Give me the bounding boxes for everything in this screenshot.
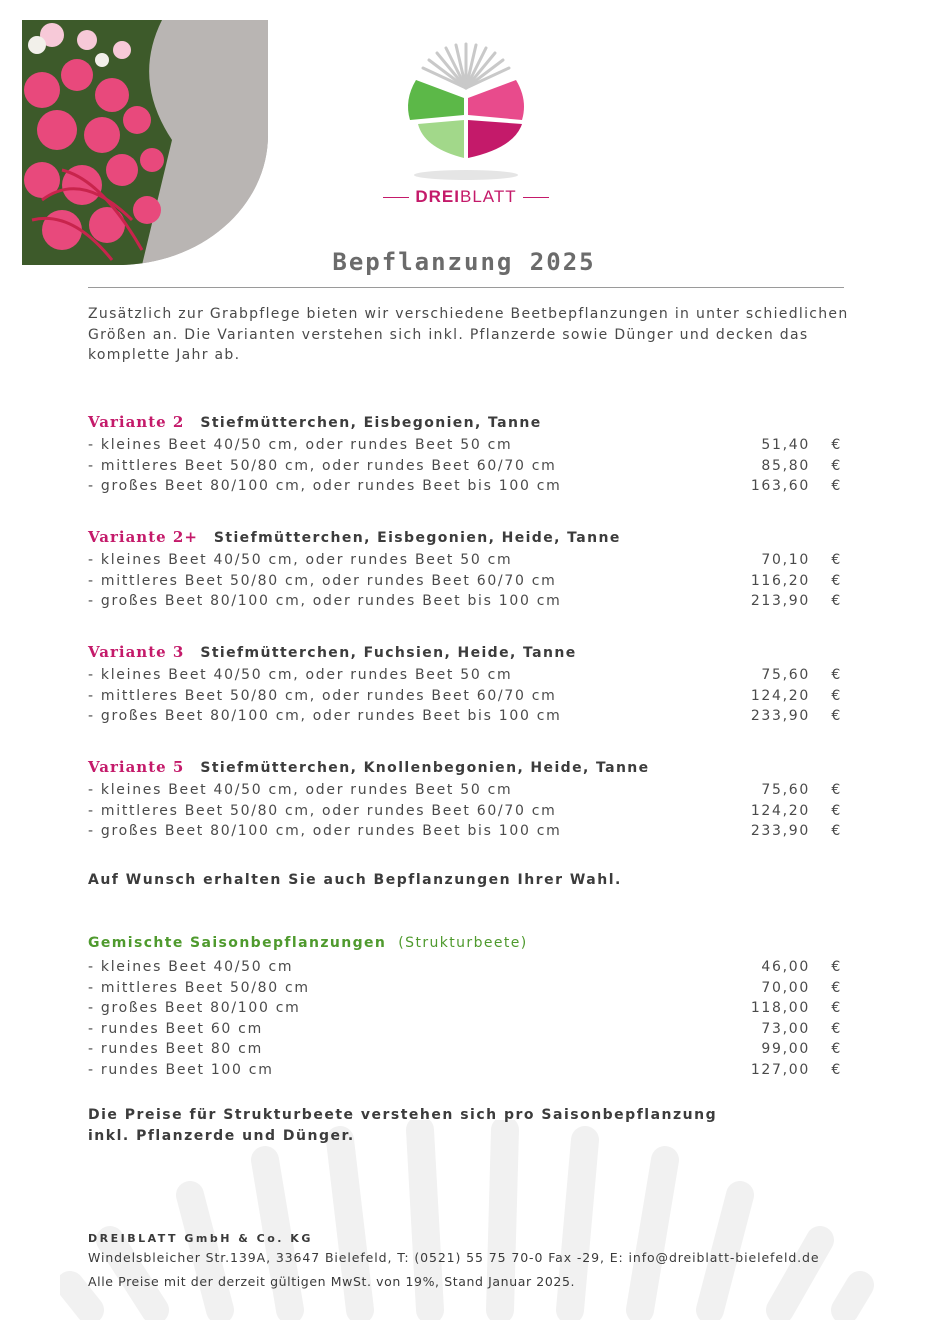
variant-name: Variante 2 [88, 413, 185, 431]
row-price: 46,00 [761, 959, 810, 975]
price-row [88, 1000, 848, 1021]
row-label: - rundes Beet 60 cm [88, 1020, 263, 1037]
variant-plants: Stiefmütterchen, Fuchsien, Heide, Tanne [200, 645, 577, 661]
currency-symbol: € [831, 593, 842, 609]
row-price: 127,00 [750, 1061, 810, 1078]
row-label: - mittleres Beet 50/80 cm, oder rundes Beet 60/70 cm [88, 457, 557, 474]
price-row [88, 959, 848, 980]
variant-plants: Stiefmütterchen, Eisbegonien, Heide, Tanne [213, 530, 621, 546]
price-row [88, 782, 848, 803]
variant-section [88, 758, 848, 844]
price-row [88, 1021, 848, 1042]
currency-symbol: € [831, 437, 842, 453]
variant-section [88, 413, 848, 499]
price-row [88, 1062, 848, 1083]
price-row [88, 478, 848, 499]
row-label: - rundes Beet 100 cm [88, 1061, 274, 1078]
price-row [88, 980, 848, 1001]
currency-symbol: € [831, 708, 842, 724]
brand-wordmark [376, 186, 556, 208]
price-row [88, 1041, 848, 1062]
currency-symbol: € [831, 782, 842, 798]
mixed-section [88, 935, 848, 1082]
row-price: 75,60 [761, 782, 810, 798]
row-label: - kleines Beet 40/50 cm, oder rundes Beet 50 cm [88, 667, 513, 683]
currency-symbol: € [831, 823, 842, 839]
variant-section [88, 528, 848, 614]
row-price: 213,90 [750, 593, 810, 609]
row-label: - mittleres Beet 50/80 cm, oder rundes Beet 60/70 cm [88, 687, 557, 704]
row-price: 75,60 [761, 667, 810, 683]
price-row [88, 667, 848, 688]
row-label: - mittleres Beet 50/80 cm, oder rundes Beet 60/70 cm [88, 802, 557, 819]
page-title: Bepflanzung 2025 [332, 248, 596, 276]
currency-symbol: € [831, 1020, 842, 1037]
row-label: - mittleres Beet 50/80 cm [88, 979, 310, 996]
row-price: 233,90 [750, 708, 810, 724]
row-price: 99,00 [761, 1041, 810, 1057]
row-label: - kleines Beet 40/50 cm, oder rundes Beet 50 cm [88, 552, 513, 568]
row-label: - kleines Beet 40/50 cm, oder rundes Beet 50 cm [88, 782, 513, 798]
brand-part-drei: DREI [415, 187, 460, 206]
mixed-title: Gemischte Saisonbepflanzungen [88, 935, 387, 951]
dreiblatt-logo [376, 40, 556, 210]
variant-name: Variante 5 [88, 758, 185, 776]
currency-symbol: € [831, 572, 842, 589]
brand-part-blatt: BLATT [459, 187, 517, 206]
footer [88, 1232, 868, 1289]
row-price: 116,20 [750, 572, 810, 589]
footer-address: Windelsbleicher Str.139A, 33647 Bielefeld, T: (0521) 55 75 70-0 Fax -29, E: info@dreiblatt-bielefeld.de [88, 1250, 820, 1265]
brand-right-line [523, 197, 549, 198]
price-row [88, 573, 848, 594]
mixed-subtitle: (Strukturbeete) [398, 935, 528, 951]
row-price: 85,80 [761, 457, 810, 474]
structure-bed-note [88, 1105, 717, 1147]
row-price: 124,20 [750, 802, 810, 819]
row-price: 70,00 [761, 979, 810, 996]
title-divider [88, 287, 844, 288]
row-price: 51,40 [761, 437, 810, 453]
price-row [88, 688, 848, 709]
currency-symbol: € [831, 979, 842, 996]
brand-left-line [383, 197, 409, 198]
row-price: 163,60 [750, 478, 810, 494]
row-price: 233,90 [750, 823, 810, 839]
footer-company: DREIBLATT GmbH & Co. KG [88, 1232, 313, 1245]
currency-symbol: € [831, 478, 842, 494]
currency-symbol: € [831, 552, 842, 568]
variant-plants: Stiefmütterchen, Knollenbegonien, Heide, Tanne [200, 760, 650, 776]
variant-plants: Stiefmütterchen, Eisbegonien, Tanne [200, 415, 542, 431]
row-label: - kleines Beet 40/50 cm, oder rundes Beet 50 cm [88, 437, 513, 453]
row-label: - großes Beet 80/100 cm, oder rundes Beet bis 100 cm [88, 593, 562, 609]
custom-planting-note: Auf Wunsch erhalten Sie auch Bepflanzungen Ihrer Wahl. [88, 872, 622, 888]
variant-name: Variante 3 [88, 643, 185, 661]
structure-bed-note-line2: inkl. Pflanzerde und Dünger. [88, 1128, 355, 1144]
row-price: 124,20 [750, 687, 810, 704]
variant-section [88, 643, 848, 729]
structure-bed-note-line1: Die Preise für Strukturbeete verstehen sich pro Saisonbepflanzung [88, 1107, 718, 1123]
price-row [88, 803, 848, 824]
currency-symbol: € [831, 1061, 842, 1078]
row-label: - großes Beet 80/100 cm [88, 1000, 301, 1016]
currency-symbol: € [831, 667, 842, 683]
flower-photo [22, 20, 268, 265]
variant-name: Variante 2+ [88, 528, 198, 546]
currency-symbol: € [831, 1041, 842, 1057]
currency-symbol: € [831, 457, 842, 474]
currency-symbol: € [831, 687, 842, 704]
currency-symbol: € [831, 1000, 842, 1016]
footer-vat-note: Alle Preise mit der derzeit gültigen MwSt. von 19%, Stand Januar 2025. [88, 1274, 576, 1289]
row-label: - kleines Beet 40/50 cm [88, 959, 294, 975]
price-row [88, 593, 848, 614]
intro-text: Zusätzlich zur Grabpflege bieten wir verschiedene Beetbepflanzungen in unter schiedlichen Größen an. Die Varianten verstehen sich inkl. Pflanzerde sowie Dünger und decken das komplette Jahr ab. [88, 306, 849, 363]
row-price: 70,10 [761, 552, 810, 568]
background-rays-graphic [60, 1120, 880, 1320]
row-label: - großes Beet 80/100 cm, oder rundes Beet bis 100 cm [88, 478, 562, 494]
row-price: 118,00 [750, 1000, 810, 1016]
row-label: - großes Beet 80/100 cm, oder rundes Beet bis 100 cm [88, 708, 562, 724]
price-row [88, 437, 848, 458]
price-row [88, 823, 848, 844]
row-label: - großes Beet 80/100 cm, oder rundes Beet bis 100 cm [88, 823, 562, 839]
row-label: - rundes Beet 80 cm [88, 1041, 263, 1057]
row-price: 73,00 [761, 1020, 810, 1037]
currency-symbol: € [831, 802, 842, 819]
price-row [88, 708, 848, 729]
price-row [88, 458, 848, 479]
row-label: - mittleres Beet 50/80 cm, oder rundes Beet 60/70 cm [88, 572, 557, 589]
currency-symbol: € [831, 959, 842, 975]
price-row [88, 552, 848, 573]
